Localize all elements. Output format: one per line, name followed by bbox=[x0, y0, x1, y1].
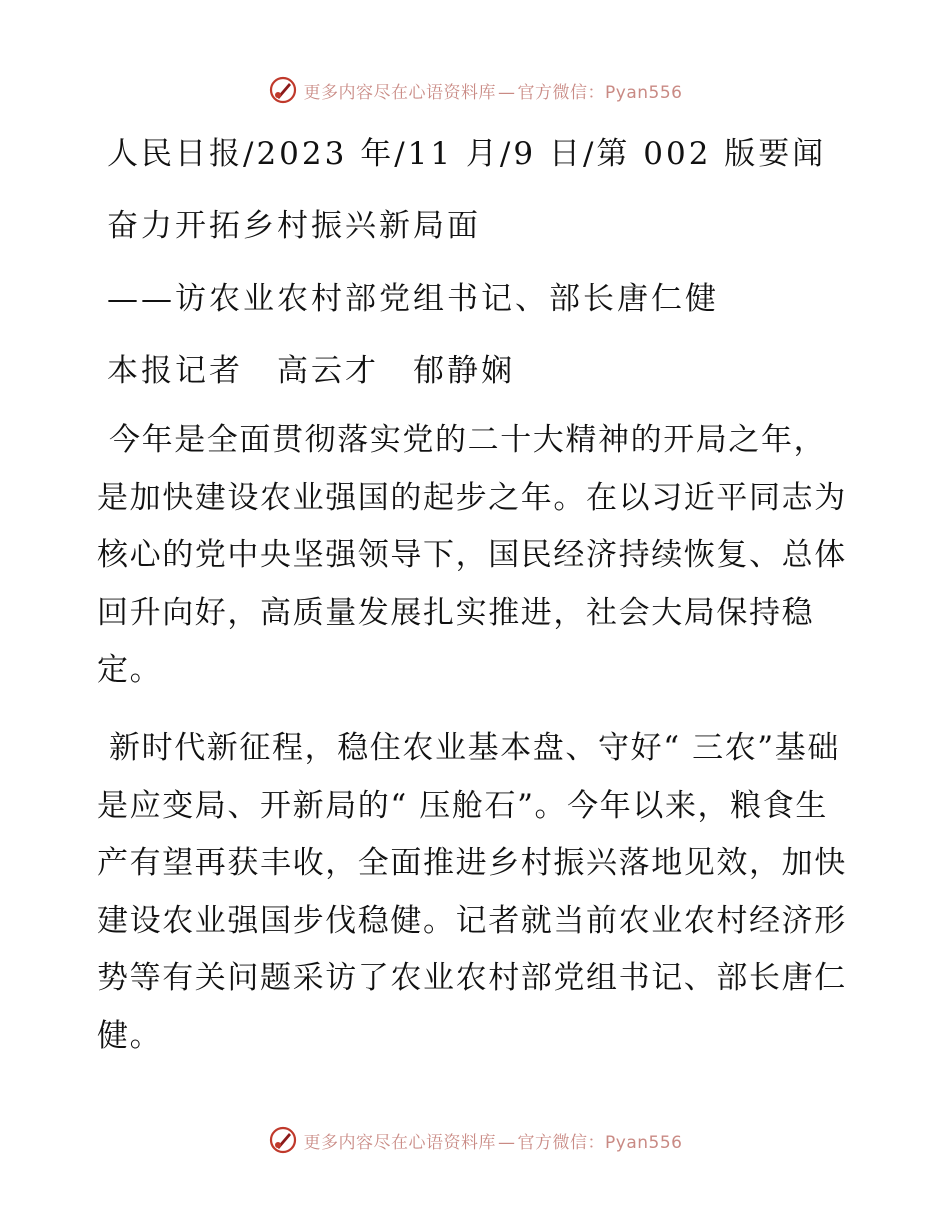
dateline: 人民日报/2023 年/11 月/9 日/第 002 版要闻 bbox=[107, 136, 827, 172]
paragraph: 今年是全面贯彻落实党的二十大精神的开局之年，是加快建设农业强国的起步之年。在以习近平同志为核心的党中央坚强领导下，国民经济持续恢复、总体回升向好，高质量发展扎实推进，社会大局保持稳定。 bbox=[97, 422, 847, 688]
watermark-text: 更多内容尽在心语资料库 — 官方微信：Pyan556 bbox=[303, 82, 683, 103]
article-title: 奋力开拓乡村振兴新局面 bbox=[107, 208, 481, 244]
watermark-header bbox=[0, 70, 950, 110]
paragraph: 新时代新征程，稳住农业基本盘、守好“ 三农”基础是应变局、开新局的“ 压舱石”。今年以来，粮食生产有望再获丰收，全面推进乡村振兴落地见效，加快建设农业强国步伐稳健。记者就当前农业农村经济形势等有关问题采访了农业农村部党组书记、部长唐仁健。 bbox=[97, 730, 847, 1054]
watermark-footer bbox=[0, 1120, 950, 1160]
watermark-text: 更多内容尽在心语资料库 — 官方微信：Pyan556 bbox=[303, 1132, 683, 1153]
quill-circle-icon bbox=[268, 75, 298, 105]
article-subtitle: ——访农业农村部党组书记、部长唐仁健 bbox=[107, 281, 719, 317]
byline: 本报记者 高云才 郁静娴 bbox=[107, 353, 515, 389]
quill-circle-icon bbox=[268, 1125, 298, 1155]
